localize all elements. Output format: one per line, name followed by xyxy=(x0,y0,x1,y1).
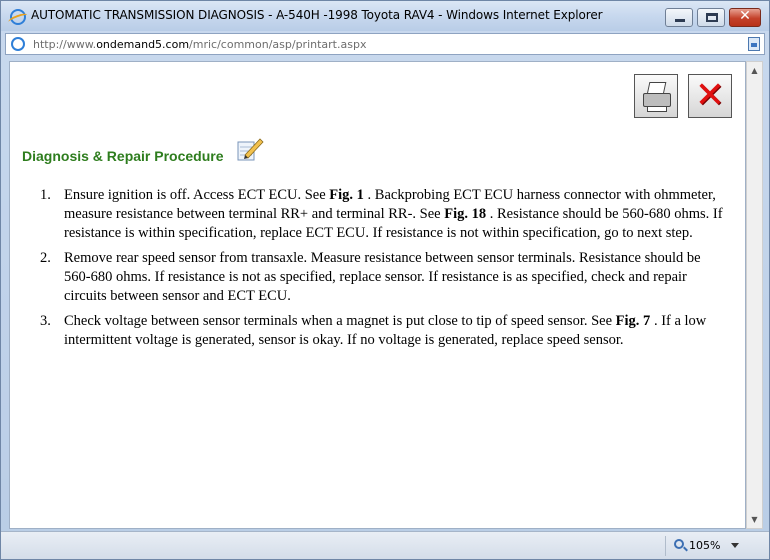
scroll-up-arrow-icon[interactable]: ▲ xyxy=(751,66,758,75)
pencil-notepad-icon xyxy=(236,136,264,162)
window-title: AUTOMATIC TRANSMISSION DIAGNOSIS - A-540H -1998 Toyota RAV4 - Windows Internet Explorer xyxy=(31,8,603,22)
page-content xyxy=(9,61,746,529)
url-prefix: http://www. xyxy=(33,38,97,51)
figure-reference: Fig. 7 xyxy=(615,313,651,329)
step-text: Remove rear speed sensor from transaxle. Measure resistance between sensor terminals. Resistance should be 560-680 ohms. If resistance is not as specified, replace sensor. If resistance is as specified, check and repair circuits between sensor and ECT ECU. xyxy=(64,250,701,304)
address-bar[interactable] xyxy=(5,33,765,55)
step-number: 3. xyxy=(40,313,51,329)
zoom-level[interactable]: 105% xyxy=(689,539,721,552)
zoom-dropdown-icon[interactable] xyxy=(731,543,739,548)
minimize-icon xyxy=(675,19,685,22)
scroll-down-arrow-icon[interactable]: ▼ xyxy=(751,515,758,524)
red-x-icon: ✕ xyxy=(694,75,726,116)
ie-logo-icon xyxy=(10,9,26,25)
step-text: . If a low intermittent voltage is generated, sensor is okay. If no voltage is generated, replace speed sensor. xyxy=(64,313,707,348)
zoom-icon[interactable] xyxy=(674,539,684,549)
minimize-button[interactable] xyxy=(665,8,693,27)
step-item xyxy=(28,186,730,243)
step-text: Ensure ignition is off. Access ECT ECU. See xyxy=(64,187,330,203)
section-heading: Diagnosis & Repair Procedure xyxy=(22,148,224,164)
step-number: 2. xyxy=(40,250,51,266)
close-icon: ✕ xyxy=(739,8,751,24)
step-text: . Backprobing ECT ECU harness connector with ohmmeter, measure resistance between terminal RR+ and terminal RR-. See xyxy=(64,187,716,222)
figure-reference: Fig. 18 xyxy=(444,206,487,222)
maximize-button[interactable] xyxy=(697,8,725,27)
vertical-scrollbar[interactable] xyxy=(746,61,763,529)
compatibility-view-icon[interactable] xyxy=(748,37,760,51)
figure-reference: Fig. 1 xyxy=(329,187,364,203)
status-bar xyxy=(1,531,769,559)
url-domain: ondemand5.com xyxy=(96,38,190,51)
close-window-button[interactable] xyxy=(729,8,761,27)
url-path: /mric/common/asp/printart.aspx xyxy=(189,38,367,51)
status-divider xyxy=(665,536,666,556)
ie-page-icon xyxy=(11,37,25,51)
step-item xyxy=(28,249,730,306)
close-document-button[interactable] xyxy=(688,74,732,118)
step-number: 1. xyxy=(40,187,51,203)
print-button[interactable] xyxy=(634,74,678,118)
procedure-steps xyxy=(28,186,730,356)
step-text: Check voltage between sensor terminals when a magnet is put close to tip of speed sensor. See xyxy=(64,313,616,329)
address-url[interactable] xyxy=(33,38,366,51)
step-text: . Resistance should be 560-680 ohms. If resistance is within specification, replace ECT ECU. If resistance is not within specification, go to next step. xyxy=(64,206,723,241)
maximize-icon xyxy=(706,13,718,22)
title-bar[interactable] xyxy=(1,1,769,31)
step-item xyxy=(28,312,730,350)
